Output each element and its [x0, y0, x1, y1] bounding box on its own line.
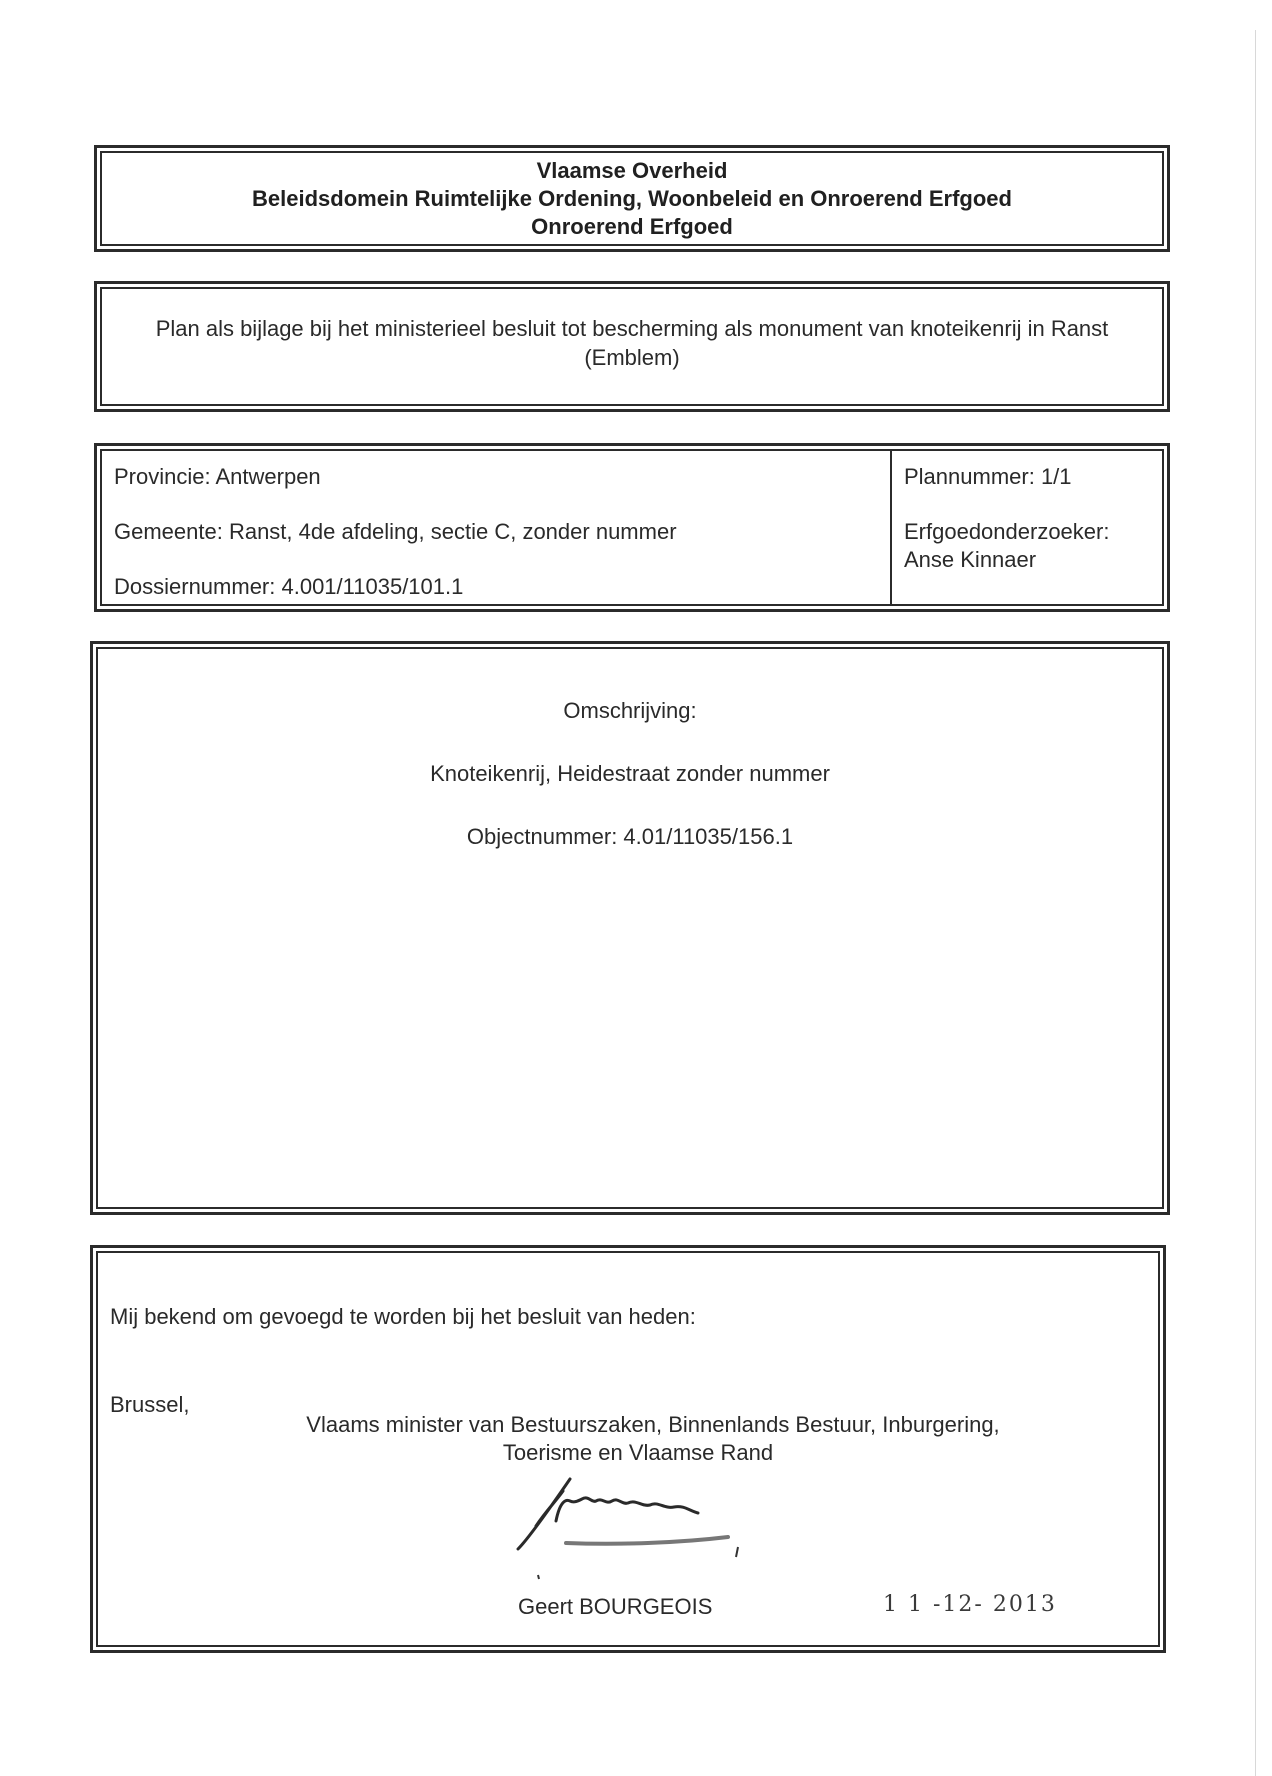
plan-title: Plan als bijlage bij het ministerieel besluit tot bescherming als monument van knoteikenrij in Ranst — [155, 315, 1109, 341]
info-right-column — [892, 451, 1162, 604]
objectnummer-field: Objectnummer: 4.01/11035/156.1 — [466, 824, 794, 849]
description-label: Omschrijving: — [563, 698, 697, 723]
header-agency: Onroerend Erfgoed — [531, 213, 733, 239]
date-stamp: 1 1 -12- 2013 — [883, 1592, 1057, 1617]
header-policy-domain: Beleidsdomein Ruimtelijke Ordening, Woonbeleid en Onroerend Erfgoed — [252, 185, 1012, 211]
header-box — [94, 145, 1170, 252]
place-label: Brussel, — [110, 1392, 190, 1417]
page-edge-line — [1255, 30, 1256, 1776]
gemeente-field: Gemeente: Ranst, 4de afdeling, sectie C, zonder nummer — [114, 519, 677, 544]
signatory-name: Geert BOURGEOIS — [518, 1594, 713, 1619]
minister-title-line1: Vlaams minister van Bestuurszaken, Binnenlands Bestuur, Inburgering, — [306, 1412, 1000, 1437]
description-object: Knoteikenrij, Heidestraat zonder nummer — [430, 761, 830, 786]
provincie-field: Provincie: Antwerpen — [114, 464, 321, 489]
info-left-column — [102, 451, 892, 604]
plan-subtitle: (Emblem) — [584, 344, 680, 370]
plannummer-field: Plannummer: 1/1 — [904, 464, 1072, 489]
erfgoedonderzoeker-label: Erfgoedonderzoeker: — [904, 519, 1110, 544]
info-box — [94, 443, 1170, 612]
signature-box — [90, 1245, 1166, 1653]
erfgoedonderzoeker-name: Anse Kinnaer — [904, 547, 1037, 572]
description-box — [90, 641, 1170, 1215]
plan-title-box — [94, 281, 1170, 412]
handwritten-signature-icon — [508, 1471, 848, 1581]
approval-statement: Mij bekend om gevoegd te worden bij het besluit van heden: — [110, 1304, 696, 1329]
header-authority: Vlaamse Overheid — [536, 157, 728, 183]
dossiernummer-field: Dossiernummer: 4.001/11035/101.1 — [114, 574, 464, 599]
minister-title-line2: Toerisme en Vlaamse Rand — [502, 1440, 774, 1465]
